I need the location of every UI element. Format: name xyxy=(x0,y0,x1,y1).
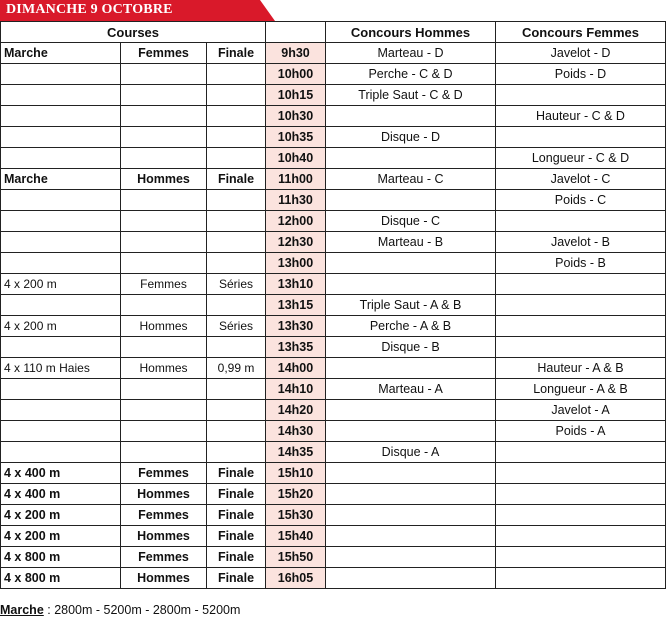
time-cell: 16h05 xyxy=(266,568,326,589)
men-event-cell xyxy=(326,148,496,169)
table-row xyxy=(1,274,666,295)
table-row xyxy=(1,379,666,400)
men-event-cell: Disque - D xyxy=(326,127,496,148)
time-cell: 10h15 xyxy=(266,85,326,106)
men-event-cell xyxy=(326,526,496,547)
sex-cell xyxy=(121,400,207,421)
course-cell xyxy=(1,442,121,463)
time-cell: 9h30 xyxy=(266,43,326,64)
banner-title: DIMANCHE 9 OCTOBRE xyxy=(6,2,173,17)
table-row xyxy=(1,190,666,211)
course-cell xyxy=(1,211,121,232)
time-cell: 10h40 xyxy=(266,148,326,169)
footnote-text: : 2800m - 5200m - 2800m - 5200m xyxy=(43,603,241,617)
time-cell: 14h00 xyxy=(266,358,326,379)
sex-cell: Hommes xyxy=(121,358,207,379)
course-cell: 4 x 200 m xyxy=(1,274,121,295)
women-event-cell xyxy=(496,337,666,358)
round-cell: Finale xyxy=(207,463,266,484)
men-event-cell: Disque - B xyxy=(326,337,496,358)
sex-cell: Femmes xyxy=(121,463,207,484)
course-cell xyxy=(1,337,121,358)
women-event-cell: Hauteur - C & D xyxy=(496,106,666,127)
time-cell: 15h50 xyxy=(266,547,326,568)
time-cell: 10h35 xyxy=(266,127,326,148)
round-cell: 0,99 m xyxy=(207,358,266,379)
course-cell xyxy=(1,127,121,148)
time-cell: 15h20 xyxy=(266,484,326,505)
men-event-cell: Marteau - B xyxy=(326,232,496,253)
course-cell: 4 x 400 m xyxy=(1,463,121,484)
time-cell: 12h00 xyxy=(266,211,326,232)
women-event-cell: Poids - D xyxy=(496,64,666,85)
table-row xyxy=(1,169,666,190)
sex-cell xyxy=(121,253,207,274)
men-event-cell xyxy=(326,400,496,421)
sex-cell xyxy=(121,379,207,400)
round-cell xyxy=(207,337,266,358)
women-event-cell: Longueur - C & D xyxy=(496,148,666,169)
sex-cell xyxy=(121,127,207,148)
women-event-cell: Javelot - C xyxy=(496,169,666,190)
time-cell: 14h20 xyxy=(266,400,326,421)
sex-cell xyxy=(121,190,207,211)
men-event-cell xyxy=(326,484,496,505)
time-cell: 15h30 xyxy=(266,505,326,526)
day-banner xyxy=(0,0,275,21)
women-event-cell xyxy=(496,547,666,568)
round-cell: Finale xyxy=(207,169,266,190)
sex-cell xyxy=(121,421,207,442)
course-cell xyxy=(1,148,121,169)
table-row xyxy=(1,421,666,442)
men-event-cell xyxy=(326,547,496,568)
course-cell: 4 x 200 m xyxy=(1,505,121,526)
table-row xyxy=(1,358,666,379)
sex-cell xyxy=(121,211,207,232)
men-event-cell: Marteau - A xyxy=(326,379,496,400)
time-cell: 14h30 xyxy=(266,421,326,442)
time-cell: 13h10 xyxy=(266,274,326,295)
sex-cell: Femmes xyxy=(121,274,207,295)
men-event-cell: Perche - C & D xyxy=(326,64,496,85)
table-header-row xyxy=(1,22,666,43)
time-cell: 10h30 xyxy=(266,106,326,127)
sex-cell xyxy=(121,232,207,253)
women-event-cell xyxy=(496,505,666,526)
women-event-cell: Javelot - A xyxy=(496,400,666,421)
time-cell: 11h30 xyxy=(266,190,326,211)
table-row xyxy=(1,64,666,85)
women-event-cell xyxy=(496,85,666,106)
women-event-cell: Poids - B xyxy=(496,253,666,274)
sex-cell xyxy=(121,106,207,127)
course-cell xyxy=(1,64,121,85)
round-cell xyxy=(207,379,266,400)
course-cell xyxy=(1,85,121,106)
men-event-cell: Perche - A & B xyxy=(326,316,496,337)
women-event-cell: Javelot - B xyxy=(496,232,666,253)
course-cell: 4 x 800 m xyxy=(1,547,121,568)
table-row xyxy=(1,337,666,358)
sex-cell: Femmes xyxy=(121,547,207,568)
round-cell: Finale xyxy=(207,505,266,526)
round-cell: Séries xyxy=(207,274,266,295)
round-cell: Finale xyxy=(207,484,266,505)
course-cell: 4 x 110 m Haies xyxy=(1,358,121,379)
sex-cell xyxy=(121,85,207,106)
sex-cell: Hommes xyxy=(121,316,207,337)
sex-cell xyxy=(121,64,207,85)
table-row xyxy=(1,484,666,505)
women-event-cell: Longueur - A & B xyxy=(496,379,666,400)
round-cell xyxy=(207,400,266,421)
men-event-cell: Triple Saut - A & B xyxy=(326,295,496,316)
time-cell: 13h00 xyxy=(266,253,326,274)
round-cell xyxy=(207,253,266,274)
women-event-cell: Javelot - D xyxy=(496,43,666,64)
time-cell: 12h30 xyxy=(266,232,326,253)
sex-cell: Hommes xyxy=(121,526,207,547)
sex-cell: Femmes xyxy=(121,43,207,64)
table-row xyxy=(1,295,666,316)
table-row xyxy=(1,106,666,127)
course-cell xyxy=(1,106,121,127)
course-cell: 4 x 200 m xyxy=(1,316,121,337)
round-cell: Finale xyxy=(207,547,266,568)
sex-cell xyxy=(121,295,207,316)
men-event-cell xyxy=(326,568,496,589)
men-event-cell xyxy=(326,253,496,274)
sex-cell: Hommes xyxy=(121,568,207,589)
course-cell xyxy=(1,379,121,400)
sex-cell xyxy=(121,442,207,463)
header-courses: Courses xyxy=(1,22,266,43)
round-cell: Finale xyxy=(207,568,266,589)
round-cell xyxy=(207,148,266,169)
women-event-cell xyxy=(496,295,666,316)
table-row xyxy=(1,505,666,526)
header-time xyxy=(266,22,326,43)
course-cell xyxy=(1,190,121,211)
table-row xyxy=(1,400,666,421)
women-event-cell xyxy=(496,463,666,484)
women-event-cell xyxy=(496,484,666,505)
time-cell: 13h15 xyxy=(266,295,326,316)
table-row xyxy=(1,127,666,148)
round-cell: Finale xyxy=(207,43,266,64)
men-event-cell: Marteau - D xyxy=(326,43,496,64)
course-cell xyxy=(1,232,121,253)
women-event-cell xyxy=(496,568,666,589)
round-cell xyxy=(207,232,266,253)
course-cell xyxy=(1,400,121,421)
round-cell xyxy=(207,295,266,316)
time-cell: 14h10 xyxy=(266,379,326,400)
table-row xyxy=(1,526,666,547)
table-row xyxy=(1,568,666,589)
men-event-cell: Triple Saut - C & D xyxy=(326,85,496,106)
footnote xyxy=(0,603,240,617)
women-event-cell xyxy=(496,127,666,148)
round-cell xyxy=(207,106,266,127)
sex-cell xyxy=(121,337,207,358)
round-cell xyxy=(207,64,266,85)
men-event-cell xyxy=(326,358,496,379)
women-event-cell xyxy=(496,211,666,232)
time-cell: 13h30 xyxy=(266,316,326,337)
men-event-cell xyxy=(326,421,496,442)
time-cell: 13h35 xyxy=(266,337,326,358)
header-women: Concours Femmes xyxy=(496,22,666,43)
course-cell: 4 x 400 m xyxy=(1,484,121,505)
table-row xyxy=(1,253,666,274)
course-cell: Marche xyxy=(1,43,121,64)
men-event-cell: Disque - A xyxy=(326,442,496,463)
men-event-cell xyxy=(326,505,496,526)
time-cell: 15h40 xyxy=(266,526,326,547)
time-cell: 11h00 xyxy=(266,169,326,190)
table-row xyxy=(1,211,666,232)
men-event-cell xyxy=(326,190,496,211)
schedule-table xyxy=(0,21,666,589)
round-cell xyxy=(207,127,266,148)
men-event-cell xyxy=(326,106,496,127)
course-cell: 4 x 200 m xyxy=(1,526,121,547)
course-cell xyxy=(1,421,121,442)
table-row xyxy=(1,148,666,169)
round-cell: Finale xyxy=(207,526,266,547)
course-cell: Marche xyxy=(1,169,121,190)
women-event-cell: Poids - A xyxy=(496,421,666,442)
sex-cell: Femmes xyxy=(121,505,207,526)
table-row xyxy=(1,547,666,568)
round-cell xyxy=(207,85,266,106)
women-event-cell xyxy=(496,526,666,547)
header-men: Concours Hommes xyxy=(326,22,496,43)
course-cell: 4 x 800 m xyxy=(1,568,121,589)
table-row xyxy=(1,232,666,253)
round-cell: Séries xyxy=(207,316,266,337)
men-event-cell xyxy=(326,463,496,484)
round-cell xyxy=(207,421,266,442)
table-row xyxy=(1,43,666,64)
round-cell xyxy=(207,442,266,463)
round-cell xyxy=(207,211,266,232)
sex-cell xyxy=(121,148,207,169)
women-event-cell: Poids - C xyxy=(496,190,666,211)
women-event-cell: Hauteur - A & B xyxy=(496,358,666,379)
men-event-cell: Marteau - C xyxy=(326,169,496,190)
sex-cell: Hommes xyxy=(121,484,207,505)
footnote-label: Marche xyxy=(0,603,44,617)
table-row xyxy=(1,316,666,337)
table-row xyxy=(1,85,666,106)
sex-cell: Hommes xyxy=(121,169,207,190)
time-cell: 10h00 xyxy=(266,64,326,85)
course-cell xyxy=(1,253,121,274)
course-cell xyxy=(1,295,121,316)
time-cell: 14h35 xyxy=(266,442,326,463)
women-event-cell xyxy=(496,316,666,337)
table-row xyxy=(1,463,666,484)
men-event-cell: Disque - C xyxy=(326,211,496,232)
men-event-cell xyxy=(326,274,496,295)
table-row xyxy=(1,442,666,463)
women-event-cell xyxy=(496,442,666,463)
round-cell xyxy=(207,190,266,211)
time-cell: 15h10 xyxy=(266,463,326,484)
women-event-cell xyxy=(496,274,666,295)
